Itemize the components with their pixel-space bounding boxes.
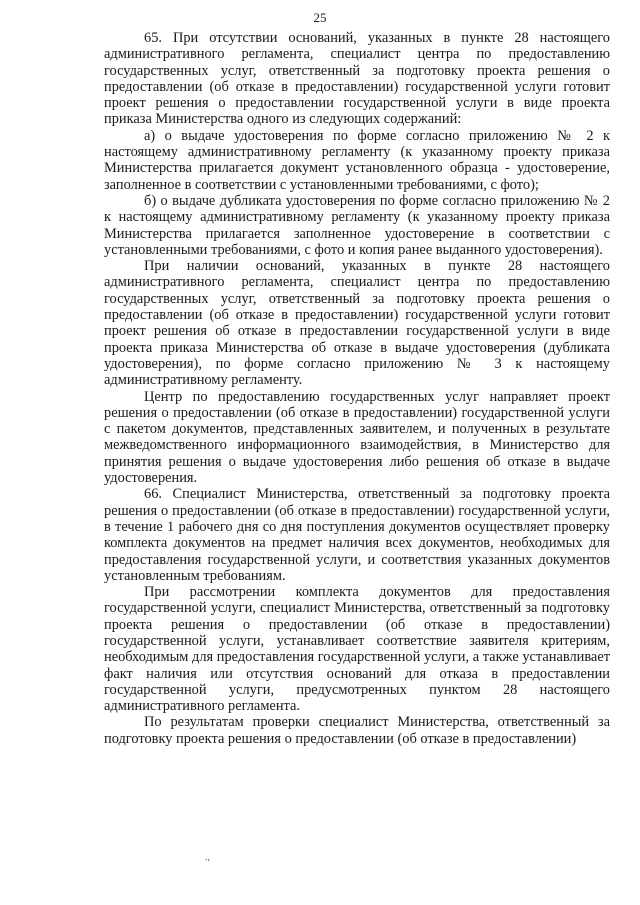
paragraph-65: 65. При отсутствии оснований, указанных в пункте 28 настоящего административного регламента, специалист центра по предоставлению государственных услуг, ответственный за подготовку проекта решения о предоставлении (об отказе в предоставлении) государственной услуги готовит проект решения о предоставлении государственной услуги в виде проекта приказа Министерства одного из следующих содержаний: xyxy=(104,30,610,128)
paragraph-center-sends: Центр по предоставлению государственных услуг направляет проект решения о предоставлении (об отказе в предоставлении) государственной услуги с пакетом документов, представленных заявителем, и полученных в результате межведомственного информационного взаимодействия, в Министерство для принятия решения о выдаче удостоверения либо решения об отказе в выдаче удостоверения. xyxy=(104,388,610,487)
paragraph-item-a: а) о выдаче удостоверения по форме согласно приложению № 2 к настоящему административному регламенту (к указанному проекту приказа Министерства прилагается документ установленного образца - удостоверение, заполненное в соответствии с установленными требованиями, с фото); xyxy=(104,127,610,193)
paragraph-review: При рассмотрении комплекта документов для предоставления государственной услуги, специалист Министерства, ответственный за подготовку проекта решения о предоставлении (об отказе в предоставлении) государственной услуги, устанавливает соответствие заявителя критериям, необходимым для предоставления государственной услуги, а также устанавливает факт наличия или отсутствия оснований для отказа в предоставлении государственной услуги, предусмотренных пунктом 28 настоящего административного регламента. xyxy=(104,584,610,715)
paragraph-item-b: б) о выдаче дубликата удостоверения по форме согласно приложению № 2 к настоящему административному регламенту (к указанному проекту приказа Министерства прилагается заполненное удостоверение в соответствии с установленными требованиями, с фото и копия ранее выданного удостоверения). xyxy=(104,192,610,258)
scan-mark: ., xyxy=(205,852,210,863)
paragraph-66: 66. Специалист Министерства, ответственный за подготовку проекта решения о предоставлении (об отказе в предоставлении) государственной услуги, в течение 1 рабочего дня со дня поступления документов осуществляет проверку комплекта документов на предмет наличия всех документов, необходимых для предоставления государственной услуги, и соответствия указанных документов установленным требованиям. xyxy=(104,486,610,584)
paragraph-refusal-grounds: При наличии оснований, указанных в пункте 28 настоящего административного регламента, специалист центра по предоставлению государственных услуг, ответственный за подготовку проекта решения о предоставлении (об отказе в предоставлении) государственной услуги готовит проект решения об отказе в предоставлении государственной услуги в виде проекта приказа Министерства об отказе в выдаче удостоверения (дубликата удостоверения), по форме согласно приложению № 3 к настоящему административному регламенту. xyxy=(104,258,610,389)
document-body xyxy=(104,30,610,747)
page-number: 25 xyxy=(313,10,327,25)
paragraph-results: По результатам проверки специалист Министерства, ответственный за подготовку проекта решения о предоставлении (об отказе в предоставлении) xyxy=(104,714,610,747)
